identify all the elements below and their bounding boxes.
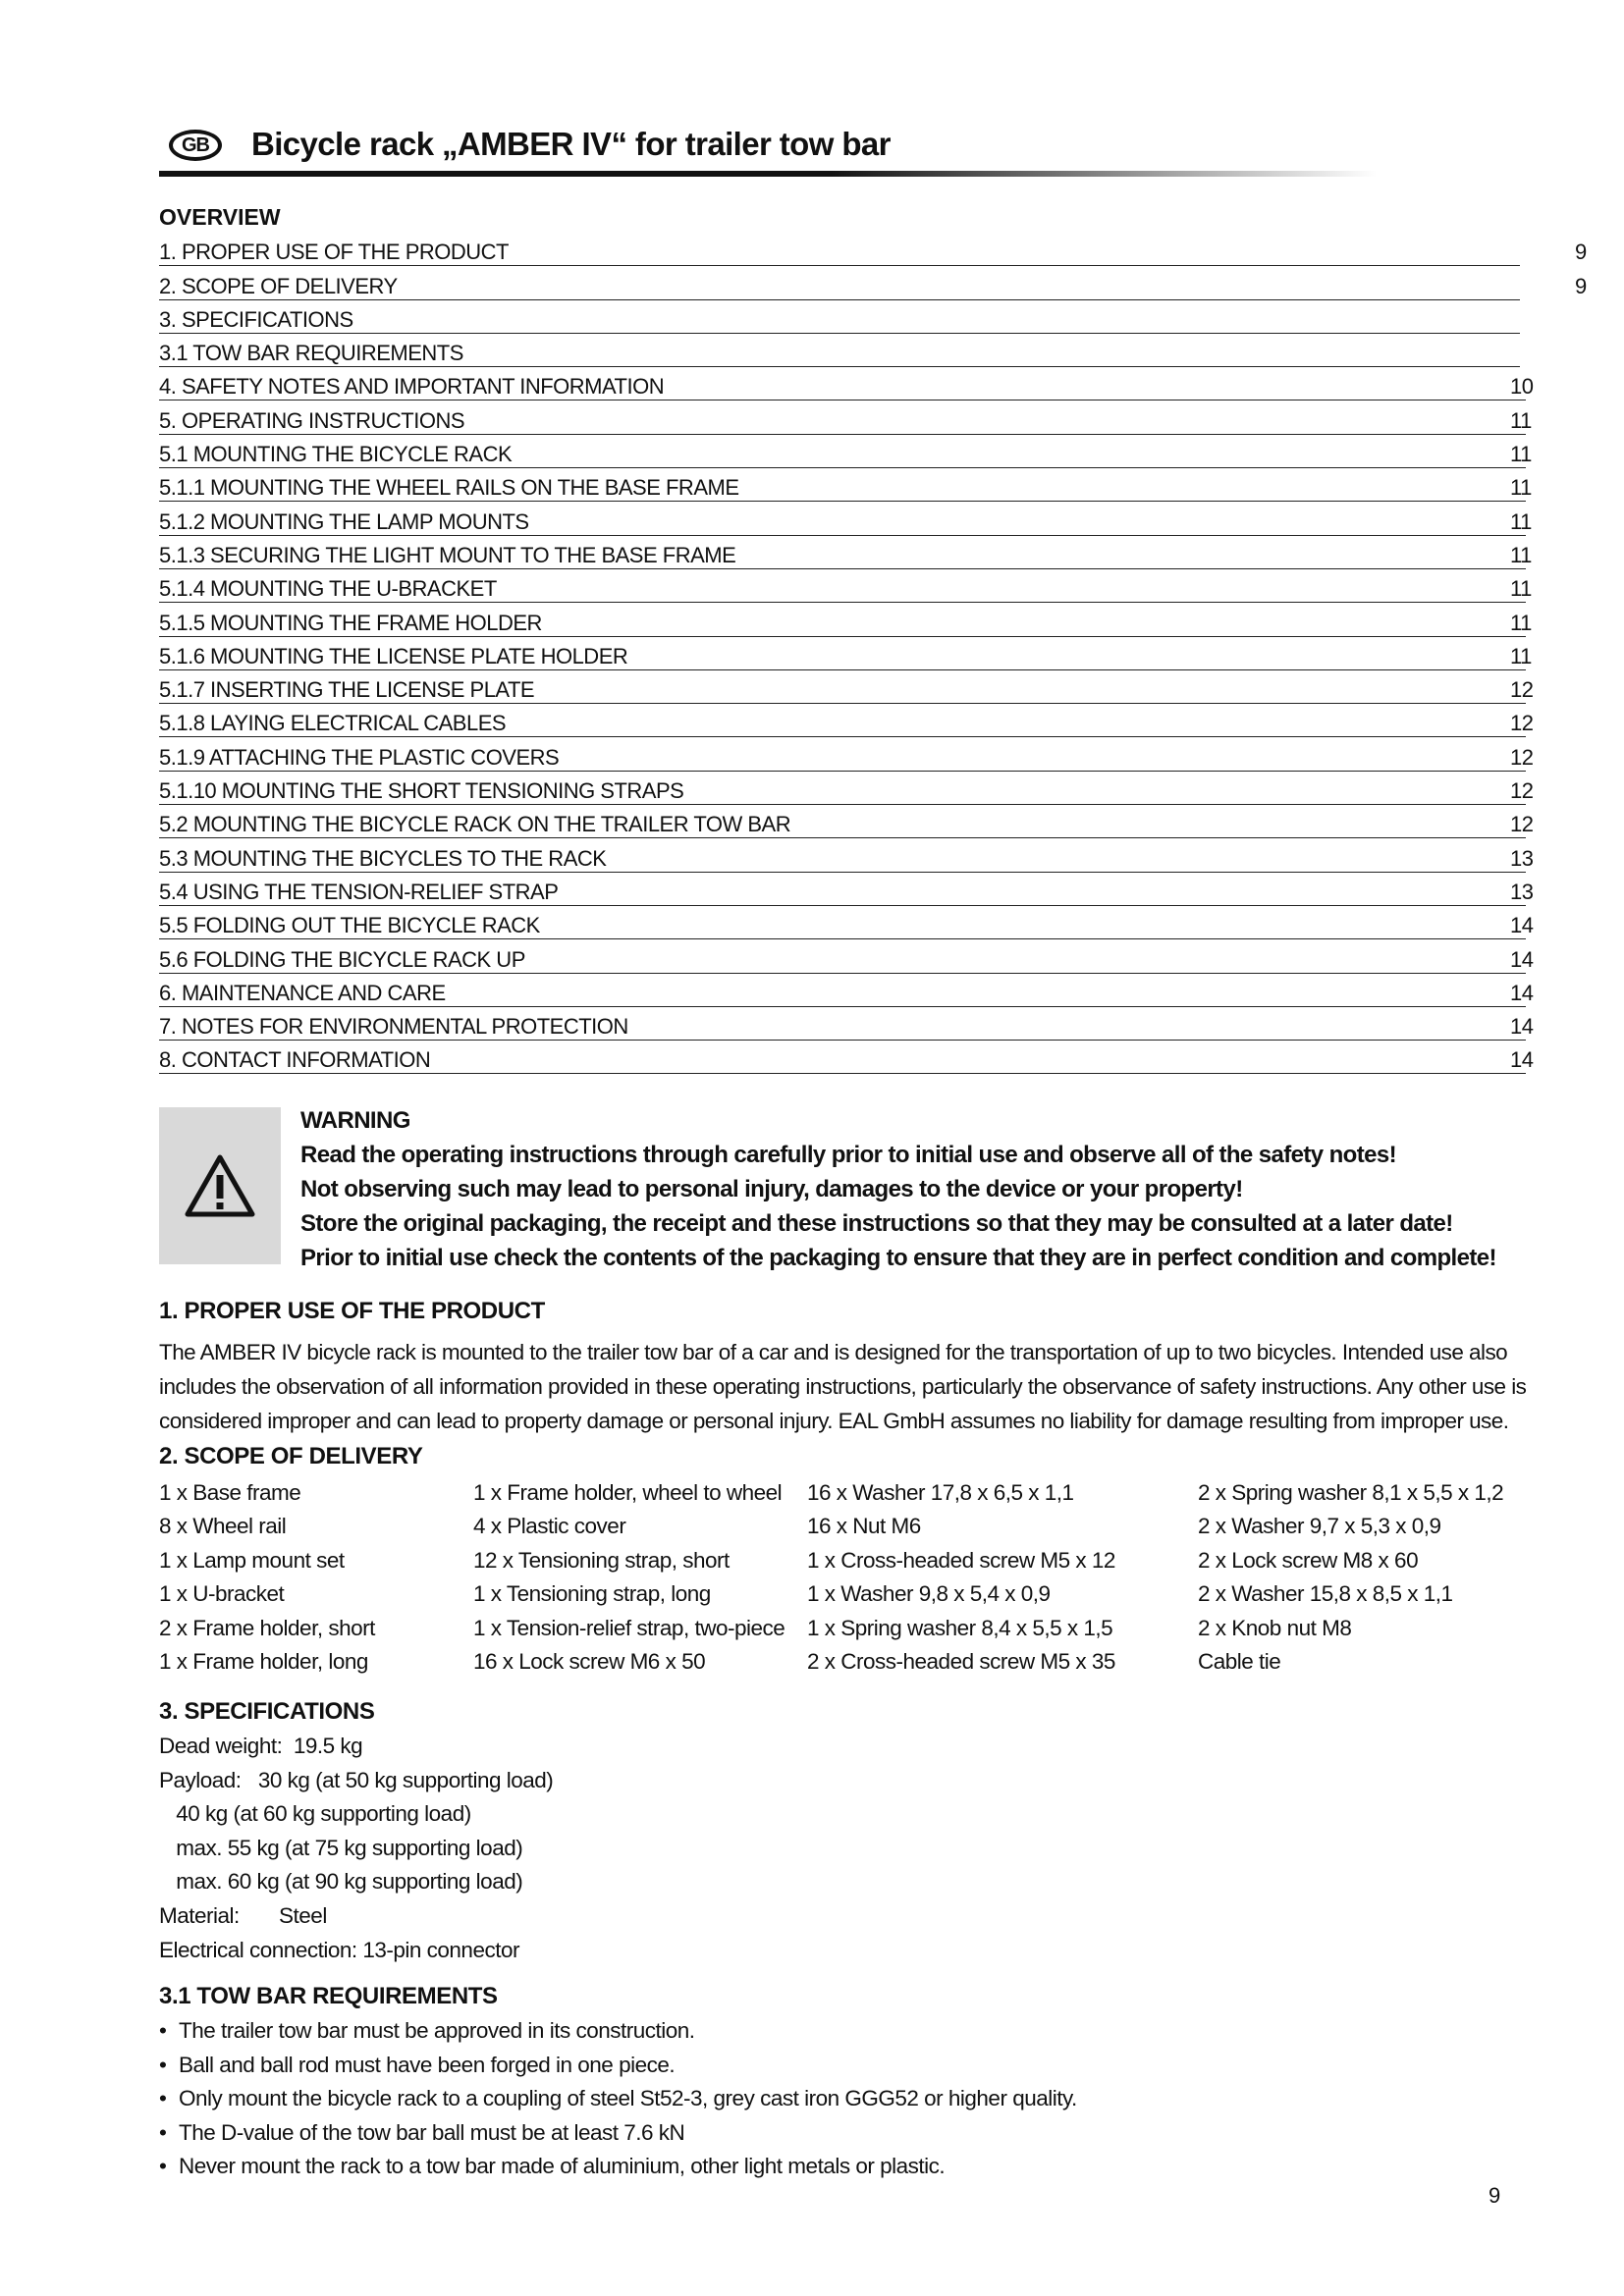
bullet-icon: • (159, 2052, 167, 2077)
toc-entry-label: 5.4 USING THE TENSION-RELIEF STRAP (159, 879, 559, 904)
toc-entry-label: 3. SPECIFICATIONS (159, 306, 353, 332)
toc-entry (159, 539, 1593, 572)
toc-entry (159, 505, 1593, 538)
toc-entry (159, 370, 1593, 403)
list-item: • The D-value of the tow bar ball must be at least 7.6 kN (159, 2119, 685, 2145)
delivery-column-1 (159, 1480, 375, 1682)
delivery-item: 1 x Frame holder, wheel to wheel (473, 1480, 783, 1505)
page-title: Bicycle rack „AMBER IV“ for trailer tow bar (251, 126, 891, 162)
toc-leader-line (159, 905, 1526, 906)
delivery-column-4 (1198, 1480, 1503, 1682)
toc-entry-label: 5.1 MOUNTING THE BICYCLE RACK (159, 442, 513, 467)
toc-leader-line (159, 1040, 1526, 1041)
list-item: • Only mount the bicycle rack to a coupling of steel St52-3, grey cast iron GGG52 or higher quality. (159, 2086, 1077, 2111)
toc-entry-label: 5.1.1 MOUNTING THE WHEEL RAILS ON THE BASE FRAME (159, 475, 739, 501)
delivery-item: 16 x Washer 17,8 x 6,5 x 1,1 (807, 1480, 1074, 1505)
toc-leader-line (159, 938, 1526, 939)
toc-leader-line (159, 299, 1520, 300)
toc-leader-line (159, 265, 1520, 266)
toc-entry-label: 1. PROPER USE OF THE PRODUCT (159, 240, 509, 265)
toc-entry-page: 13 (1510, 845, 1534, 871)
delivery-item: 1 x Tensioning strap, long (473, 1581, 711, 1607)
toc-entry-label: 4. SAFETY NOTES AND IMPORTANT INFORMATION (159, 374, 665, 400)
toc-entry-page: 11 (1510, 475, 1532, 501)
toc-entry-page: 14 (1510, 913, 1534, 938)
toc-leader-line (159, 872, 1526, 873)
delivery-item: 2 x Frame holder, short (159, 1615, 375, 1640)
toc-leader-line (159, 703, 1526, 704)
list-item: • Ball and ball rod must have been forged in one piece. (159, 2052, 676, 2077)
spec-line: Electrical connection: 13-pin connector (159, 1937, 519, 1962)
section-1-heading: 1. PROPER USE OF THE PRODUCT (159, 1298, 545, 1324)
section-2-heading: 2. SCOPE OF DELIVERY (159, 1443, 423, 1469)
list-item: • Never mount the rack to a tow bar made of aluminium, other light metals or plastic. (159, 2154, 946, 2179)
toc-entry-page: 12 (1510, 711, 1534, 736)
toc-entry (159, 1010, 1593, 1043)
toc-leader-line (159, 771, 1526, 772)
toc-entry-label: 5.5 FOLDING OUT THE BICYCLE RACK (159, 913, 540, 938)
delivery-item: 16 x Nut M6 (807, 1514, 921, 1539)
spec-line: Payload: 30 kg (at 50 kg supporting load) (159, 1767, 554, 1792)
toc-entry-label: 6. MAINTENANCE AND CARE (159, 980, 446, 1005)
delivery-item: 2 x Spring washer 8,1 x 5,5 x 1,2 (1198, 1480, 1504, 1505)
toc-entry-label: 5.1.3 SECURING THE LIGHT MOUNT TO THE BASE FRAME (159, 542, 736, 567)
delivery-item: 1 x Frame holder, long (159, 1648, 368, 1674)
bullet-icon: • (159, 2154, 167, 2179)
toc-entry-page: 10 (1510, 374, 1534, 400)
toc-entry (159, 841, 1593, 875)
delivery-item: 1 x Washer 9,8 x 5,4 x 0,9 (807, 1581, 1051, 1607)
toc-entry-page: 14 (1510, 980, 1534, 1005)
toc-entry-label: 5.1.8 LAYING ELECTRICAL CABLES (159, 711, 507, 736)
delivery-item: 1 x Lamp mount set (159, 1547, 345, 1573)
toc-entry-label: 5.1.2 MOUNTING THE LAMP MOUNTS (159, 508, 529, 534)
section-3-heading: 3. SPECIFICATIONS (159, 1698, 375, 1725)
delivery-item: 1 x Cross-headed screw M5 x 12 (807, 1547, 1115, 1573)
toc-entry (159, 337, 1593, 370)
toc-entry (159, 438, 1593, 471)
toc-entry-page: 12 (1510, 744, 1534, 770)
delivery-item: 8 x Wheel rail (159, 1514, 287, 1539)
toc-entry (159, 471, 1593, 505)
toc-leader-line (159, 804, 1526, 805)
page-number: 9 (1489, 2183, 1501, 2208)
toc-entry-label: 5.1.4 MOUNTING THE U-BRACKET (159, 576, 497, 602)
toc-leader-line (159, 568, 1526, 569)
toc-entry-page: 11 (1510, 610, 1532, 635)
bullet-icon: • (159, 2086, 167, 2111)
toc-entry (159, 977, 1593, 1010)
spec-line: Dead weight: 19.5 kg (159, 1734, 363, 1758)
toc-entry (159, 707, 1593, 740)
delivery-item: 2 x Cross-headed screw M5 x 35 (807, 1648, 1115, 1674)
delivery-item: 2 x Washer 15,8 x 8,5 x 1,1 (1198, 1581, 1453, 1607)
specifications-list (159, 1734, 553, 1971)
warning-triangle-icon (185, 1153, 255, 1218)
toc-leader-line (159, 501, 1526, 502)
toc-entry (159, 909, 1593, 942)
toc-entry-label: 5.1.6 MOUNTING THE LICENSE PLATE HOLDER (159, 643, 628, 668)
toc-leader-line (159, 636, 1526, 637)
delivery-item: 1 x Tension-relief strap, two-piece (473, 1615, 785, 1640)
toc-entry-page: 11 (1510, 407, 1532, 433)
toc-entry-page: 14 (1510, 1014, 1534, 1040)
toc-entry-page: 9 (1575, 240, 1587, 265)
toc-leader-line (159, 602, 1526, 603)
toc-entry-label: 5.1.7 INSERTING THE LICENSE PLATE (159, 677, 535, 703)
toc-leader-line (159, 669, 1526, 670)
section-1-text: The AMBER IV bicycle rack is mounted to the trailer tow bar of a car and is designed for the transportation of up to two bicycles. Intended use also includes the observation of all information provided in these operating instructions, particularly the observance of safety instructions. Any other use is considered improper and can lead to property damage or personal injury. EAL GmbH assumes no liability for damage resulting from improper use. (159, 1340, 1527, 1433)
toc-leader-line (159, 1006, 1526, 1007)
warning-box (159, 1107, 281, 1264)
toc-entry-label: 5. OPERATING INSTRUCTIONS (159, 407, 465, 433)
table-of-contents (159, 236, 1593, 1077)
delivery-item: 4 x Plastic cover (473, 1514, 626, 1539)
toc-entry-page: 12 (1510, 677, 1534, 703)
section-3-1-heading: 3.1 TOW BAR REQUIREMENTS (159, 1983, 498, 2009)
delivery-item: Cable tie (1198, 1648, 1281, 1674)
delivery-item: 2 x Knob nut M8 (1198, 1615, 1352, 1640)
toc-entry-label: 2. SCOPE OF DELIVERY (159, 273, 398, 298)
toc-entry (159, 269, 1593, 302)
delivery-item: 2 x Washer 9,7 x 5,3 x 0,9 (1198, 1514, 1441, 1539)
toc-leader-line (159, 333, 1520, 334)
country-badge: GB (169, 130, 222, 161)
toc-entry-page: 11 (1510, 442, 1532, 467)
spec-line: max. 60 kg (at 90 kg supporting load) (159, 1869, 523, 1895)
toc-entry-page: 14 (1510, 946, 1534, 972)
toc-entry (159, 606, 1593, 639)
warning-title: WARNING (300, 1107, 410, 1134)
delivery-item: 2 x Lock screw M8 x 60 (1198, 1547, 1419, 1573)
delivery-item: 12 x Tensioning strap, short (473, 1547, 730, 1573)
toc-entry (159, 1043, 1593, 1077)
toc-leader-line (159, 973, 1526, 974)
toc-entry-label: 8. CONTACT INFORMATION (159, 1047, 431, 1073)
toc-entry-label: 7. NOTES FOR ENVIRONMENTAL PROTECTION (159, 1014, 628, 1040)
toc-entry-label: 3.1 TOW BAR REQUIREMENTS (159, 341, 463, 366)
toc-leader-line (159, 467, 1526, 468)
warning-line: Not observing such may lead to personal injury, damages to the device or your property! (300, 1176, 1243, 1202)
bullet-icon: • (159, 2119, 167, 2145)
toc-entry-label: 5.2 MOUNTING THE BICYCLE RACK ON THE TRAILER TOW BAR (159, 812, 791, 837)
delivery-item: 1 x Base frame (159, 1480, 301, 1505)
warning-line: Store the original packaging, the receipt and these instructions so that they may be consulted at a later date! (300, 1210, 1453, 1237)
tow-bar-requirements-list (159, 2018, 1077, 2188)
title-rule (159, 171, 1377, 177)
toc-entry (159, 774, 1593, 808)
toc-leader-line (159, 535, 1526, 536)
spec-line: max. 55 kg (at 75 kg supporting load) (159, 1835, 523, 1860)
toc-entry-label: 5.3 MOUNTING THE BICYCLES TO THE RACK (159, 845, 607, 871)
toc-entry (159, 740, 1593, 774)
toc-entry (159, 572, 1593, 606)
toc-leader-line (159, 434, 1526, 435)
toc-entry-page: 9 (1575, 273, 1587, 298)
spec-line: Material: Steel (159, 1902, 327, 1928)
toc-entry-page: 12 (1510, 778, 1534, 804)
toc-entry-label: 5.1.10 MOUNTING THE SHORT TENSIONING STRAPS (159, 778, 684, 804)
toc-entry-page: 11 (1510, 576, 1532, 602)
toc-leader-line (159, 837, 1526, 838)
toc-entry (159, 942, 1593, 976)
toc-entry (159, 673, 1593, 707)
toc-entry (159, 403, 1593, 437)
toc-entry-page: 11 (1510, 508, 1532, 534)
toc-entry-label: 5.1.5 MOUNTING THE FRAME HOLDER (159, 610, 542, 635)
toc-entry-label: 5.6 FOLDING THE BICYCLE RACK UP (159, 946, 525, 972)
warning-line: Read the operating instructions through carefully prior to initial use and observe all of the safety notes! (300, 1142, 1396, 1168)
toc-entry-page: 11 (1510, 542, 1532, 567)
toc-entry-page: 13 (1510, 879, 1534, 904)
toc-entry (159, 236, 1593, 269)
warning-line: Prior to initial use check the contents of the packaging to ensure that they are in perfect condition and complete! (300, 1245, 1496, 1271)
toc-entry-label: 5.1.9 ATTACHING THE PLASTIC COVERS (159, 744, 560, 770)
toc-leader-line (159, 1073, 1526, 1074)
delivery-column-2 (473, 1480, 785, 1682)
spec-line: 40 kg (at 60 kg supporting load) (159, 1801, 471, 1827)
delivery-item: 1 x Spring washer 8,4 x 5,5 x 1,5 (807, 1615, 1113, 1640)
toc-entry (159, 640, 1593, 673)
toc-leader-line (159, 736, 1526, 737)
toc-entry-page: 11 (1510, 643, 1532, 668)
list-item: • The trailer tow bar must be approved in its construction. (159, 2018, 695, 2043)
toc-leader-line (159, 366, 1520, 367)
bullet-icon: • (159, 2018, 167, 2043)
toc-entry-page: 12 (1510, 812, 1534, 837)
toc-entry (159, 303, 1593, 337)
delivery-item: 16 x Lock screw M6 x 50 (473, 1648, 706, 1674)
toc-entry (159, 808, 1593, 841)
warning-text (300, 1103, 1496, 1275)
delivery-column-3 (807, 1480, 1115, 1682)
toc-entry (159, 876, 1593, 909)
toc-entry-page: 14 (1510, 1047, 1534, 1073)
overview-heading: OVERVIEW (159, 204, 281, 230)
delivery-item: 1 x U-bracket (159, 1581, 285, 1607)
